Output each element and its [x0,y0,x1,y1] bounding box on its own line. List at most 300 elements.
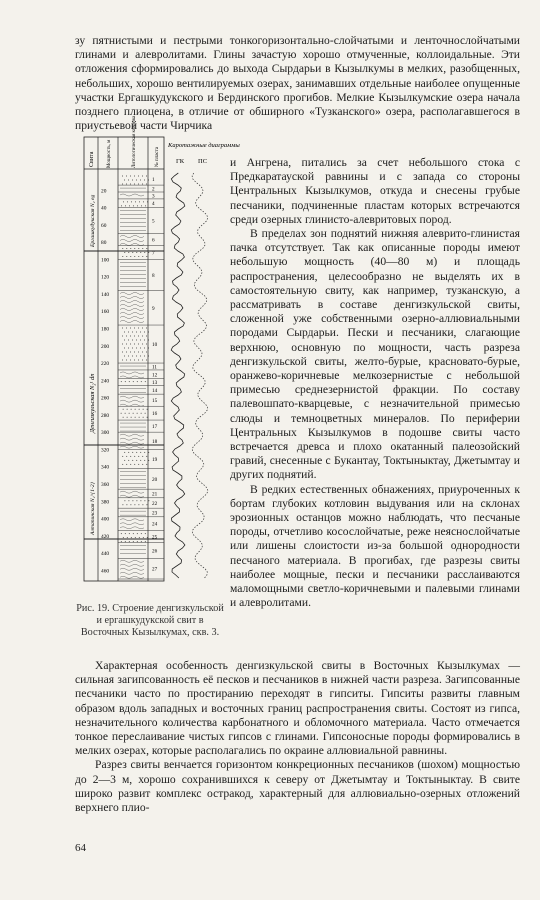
depth-label: 80 [101,240,107,247]
sand-dot [128,348,129,349]
sand-dot [142,176,143,177]
sand-dot [128,340,129,341]
column-header-suite: Свита [89,151,95,167]
silt-wave [120,316,144,318]
sand-dot [147,201,148,202]
sand-dot [140,340,141,341]
sand-dot [135,537,136,538]
sand-dot [138,176,139,177]
layer-number: 10 [152,342,158,349]
curves-header: Каротажные диаграммы [168,142,240,149]
sand-dot [129,205,130,206]
depth-label: 320 [101,447,110,454]
silt-wave [120,519,144,521]
silt-wave [120,239,144,241]
sand-dot [138,504,139,505]
sand-dot [140,452,141,453]
sand-dot [146,504,147,505]
sand-dot [144,332,145,333]
sand-dot [122,504,123,505]
sand-dot [129,413,130,414]
layer-number: 1 [152,177,155,184]
top-text-block [75,34,520,133]
sand-dot [146,344,147,345]
sand-dot [148,340,149,341]
silt-wave [120,292,144,294]
sand-dot [129,533,130,534]
sand-dot [126,504,127,505]
layer-number: 6 [152,237,155,244]
paragraph: и Ангрена, питались за счет небольшого стока с Предкаратауской равнины и с запада со стороны Центральных Кызылкумов, откуда и снесены грубые песчаники, подчиненные пластам которых встречаются среди озерных глинисто-алевритовых пород. [230,156,520,226]
depth-label: 260 [101,395,110,402]
depth-label: 340 [101,464,110,471]
gamma-log-curve [171,173,185,578]
sand-dot [145,541,146,542]
sand-dot [146,256,147,257]
sand-dot [122,248,123,249]
sand-dot [122,352,123,353]
sand-dot [131,201,132,202]
depth-label: 60 [101,222,107,229]
layer-number: 7 [152,250,155,257]
sand-dot [131,417,132,418]
depth-label: 420 [101,533,110,540]
sand-dot [132,452,133,453]
silt-wave [120,372,144,374]
sand-dot [123,409,124,410]
layer-number: 18 [152,438,158,445]
sand-dot [148,252,149,253]
paragraph: Разрез свиты венчается горизонтом конкреционных песчаников (шохом) мощностью до 2—3 м, хорошо сохранившихся к северу от Джетымтау и Токтыныктау. В свите широко развит комплекс остракод, характерный для аллювиально-озерных отложений верхнего плио- [75,758,520,815]
sand-dot [142,464,143,465]
sand-dot [125,541,126,542]
sand-dot [130,336,131,337]
sand-dot [128,500,129,501]
depth-label: 20 [101,188,107,195]
sand-dot [128,180,129,181]
layer-number: 11 [152,364,157,371]
silt-wave [120,396,144,398]
curve-label-gk: ГК [176,158,185,165]
sand-dot [142,360,143,361]
sand-dot [124,460,125,461]
sand-dot [146,328,147,329]
sand-dot [136,452,137,453]
sand-dot [123,201,124,202]
sand-dot [121,541,122,542]
sand-dot [141,205,142,206]
sand-dot [126,360,127,361]
sand-dot [142,456,143,457]
silt-wave [120,491,144,493]
depth-label: 280 [101,412,110,419]
sand-dot [144,180,145,181]
sand-dot [124,340,125,341]
layer-number: 26 [152,548,158,555]
sand-dot [125,413,126,414]
sand-dot [128,460,129,461]
sand-dot [146,248,147,249]
layer-number: 19 [152,456,158,463]
sand-dot [128,452,129,453]
sand-dot [144,452,145,453]
silt-wave [120,560,144,562]
sand-dot [140,348,141,349]
sand-dot [142,352,143,353]
sand-dot [122,336,123,337]
paragraph: В пределах зон поднятий нижняя алеврито-глинистая пачка отсутствует. Так как описанные породы имеют небольшую мощность (40—80 м) и площадь распространения, целесообразно не выделять их в самостоятельную свиту, как например, тузканскую, а рассматривать в составе денгизкульской свиты, сложенной уже собственными озерно-аллювиальными породами Сырдарьи. Пески и песчаники, слагающие верхнюю, основную по мощности, часть разреза денгизкульской свиты, желто-бурые, красновато-бурые, оранжево-коричневые мелкозернистые с небольшой примесью среднезернистой фракции. По составу палевошпато-кварцевые, с незначительной примесью слюды и темноцветных минералов. По периферии Центральных Кызылкумов в подошве свиты часто встречается древса и плохо окатанный палеозойский гравий, снесенные с Букантау, Токтыныктау, Джетымтау и других поднятий. [230,227,520,482]
sand-dot [143,417,144,418]
sand-dot [130,360,131,361]
sand-dot [146,336,147,337]
sand-dot [134,176,135,177]
sand-dot [121,413,122,414]
sand-dot [139,537,140,538]
sand-dot [126,248,127,249]
sand-dot [137,541,138,542]
sand-dot [126,184,127,185]
depth-label: 40 [101,205,107,212]
sand-dot [133,541,134,542]
sand-dot [121,533,122,534]
sand-dot [130,504,131,505]
sand-dot [136,460,137,461]
sand-dot [146,176,147,177]
sand-dot [127,409,128,410]
sand-dot [132,252,133,253]
layer-number: 12 [152,372,158,379]
sand-dot [126,352,127,353]
sand-dot [138,328,139,329]
sand-dot [148,500,149,501]
layer-number: 25 [152,534,158,541]
silt-wave [120,572,144,574]
layer-number: 8 [152,272,155,279]
depth-label: 140 [101,291,110,298]
layer-number: 2 [152,186,155,193]
sand-dot [141,381,142,382]
sand-dot [137,533,138,534]
silt-wave [120,304,144,306]
sand-dot [148,460,149,461]
sand-dot [130,256,131,257]
sand-dot [142,256,143,257]
borehole-figure [82,115,240,603]
sand-dot [126,344,127,345]
sand-dot [148,452,149,453]
sand-dot [141,413,142,414]
sand-dot [146,352,147,353]
sand-dot [128,356,129,357]
layer-number: 13 [152,380,158,387]
sand-dot [126,256,127,257]
sand-dot [122,344,123,345]
layer-number: 16 [152,411,158,418]
column-header-thickness: Мощность, м [107,139,112,168]
sand-dot [132,180,133,181]
borehole-log-diagram [82,115,240,603]
suite-label: Ергашкудукская N₂ eg [90,194,96,247]
sand-dot [128,252,129,253]
sand-dot [130,456,131,457]
silt-wave [120,434,144,436]
column-header-layer: № пласта [155,146,160,167]
sand-dot [142,336,143,337]
sand-dot [146,464,147,465]
sand-dot [121,205,122,206]
sand-dot [146,184,147,185]
sand-dot [145,205,146,206]
sand-dot [132,356,133,357]
sand-dot [122,176,123,177]
layer-number: 24 [152,521,158,528]
sand-dot [143,409,144,410]
silt-wave [120,404,144,406]
sand-dot [134,248,135,249]
depth-label: 440 [101,551,110,558]
sand-dot [130,184,131,185]
sand-dot [144,252,145,253]
sand-dot [140,460,141,461]
depth-label: 400 [101,516,110,523]
sand-dot [138,456,139,457]
sand-dot [144,356,145,357]
sand-dot [124,348,125,349]
sand-dot [132,460,133,461]
silt-wave [120,523,144,525]
sand-dot [132,332,133,333]
layer-number: 9 [152,305,155,312]
sand-dot [124,332,125,333]
sand-dot [126,336,127,337]
sand-dot [138,248,139,249]
sand-dot [140,500,141,501]
sand-dot [144,348,145,349]
sand-dot [136,340,137,341]
sand-dot [122,456,123,457]
sand-dot [125,205,126,206]
sand-dot [126,328,127,329]
sand-dot [133,381,134,382]
bottom-text-block [75,659,520,815]
sand-dot [139,417,140,418]
depth-label: 220 [101,361,110,368]
sand-dot [137,413,138,414]
sand-dot [130,344,131,345]
sand-dot [126,176,127,177]
sand-dot [140,332,141,333]
sand-dot [136,356,137,357]
sand-dot [145,381,146,382]
sand-dot [143,201,144,202]
layer-number: 22 [152,500,158,507]
sand-dot [138,336,139,337]
silt-wave [120,446,144,448]
silt-wave [120,442,144,444]
paragraph: зу пятнистыми и пестрыми тонкогоризонтально-слойчатыми и ленточнослойчатыми глинами и алевролитами. Глины зачастую хорошо отмученные, коллоидальные. Эти отложения сформировались до выхода Сырдарьи в Кызылкумы в мелких, разобщенных, небольших, хорошо вентилируемых озерах, занимавших отдельные наиболее опущенные участки Ергашкудукского и Бердинского прогибов. Мелкие Кызылкумские озера начала позднего плиоцена, в отличие от обширного «Тузканского» озера, располагавшегося в приустьевой части Чирчика [75,34,520,133]
paragraph: Характерная особенность денгизкульской свиты в Восточных Кызылкумах — сильная загипсованность её песков и песчаников в нижней части разреза. Загипсованные песчаники часто по простиранию переходят в гипситы. Гипситы развиты главным образом вдоль западных и восточных границ распространения свиты. Состоят из гипса, незначительного количества карбонатного и обломочного материала. Часто отмечается тонкое переслаивание чистых гипсов с глинами. Гипсоносные породы формировались в мелких озерах, которые располагались по окраине аллювиальной равнины. [75,659,520,758]
sand-dot [124,252,125,253]
sand-dot [143,537,144,538]
sand-dot [138,360,139,361]
sand-dot [134,456,135,457]
sand-dot [123,537,124,538]
figure-caption: Рис. 19. Строение денгизкульской и ергашкудукской свит в Восточных Кызылкумах, скв. 3. [76,603,224,638]
suite-label: Денгизкульская N₂¹ dn [89,373,96,433]
sand-dot [142,504,143,505]
silt-wave [120,243,144,245]
sand-dot [138,464,139,465]
layer-number: 3 [152,193,155,200]
sand-dot [130,176,131,177]
depth-label: 360 [101,481,110,488]
silt-wave [120,438,144,440]
sand-dot [122,464,123,465]
sand-dot [136,252,137,253]
suite-label: Алтапинская N₂^{1-2} [90,482,96,535]
depth-label: 240 [101,378,110,385]
layer-number: 23 [152,510,158,517]
sand-dot [139,409,140,410]
sand-dot [133,205,134,206]
depth-label: 380 [101,499,110,506]
sand-dot [144,340,145,341]
sand-dot [141,541,142,542]
silt-wave [120,320,144,322]
sand-dot [125,533,126,534]
sand-dot [140,180,141,181]
silt-wave [120,568,144,570]
sand-dot [130,464,131,465]
sand-dot [124,356,125,357]
right-column-text [230,156,520,611]
silt-wave [120,376,144,378]
sand-dot [139,201,140,202]
sand-dot [132,500,133,501]
sand-dot [136,180,137,181]
sand-dot [142,184,143,185]
sand-dot [138,184,139,185]
sand-dot [133,533,134,534]
sand-dot [134,352,135,353]
sand-dot [134,344,135,345]
sand-dot [148,348,149,349]
silt-wave [120,495,144,497]
sand-dot [136,348,137,349]
sand-dot [134,184,135,185]
silt-wave [120,312,144,314]
layer-number: 20 [152,476,158,483]
sand-dot [140,252,141,253]
sand-dot [135,409,136,410]
silt-wave [120,564,144,566]
depth-label: 200 [101,343,110,350]
sand-dot [135,201,136,202]
sand-dot [123,417,124,418]
sand-dot [146,360,147,361]
page-number: 64 [75,842,86,854]
silt-wave [120,296,144,298]
sand-dot [138,256,139,257]
silt-wave [120,300,144,302]
sand-dot [133,413,134,414]
sand-dot [126,456,127,457]
sand-dot [147,537,148,538]
sand-dot [138,344,139,345]
sand-dot [130,352,131,353]
sand-dot [134,336,135,337]
paragraph: В редких естественных обнажениях, приуроченных к бортам глубоких котловин выдувания или на склонах эрозионных останцов можно наблюдать, что песчаные породы, отчетливо косослойчатые, реже неяснослойчатые или лишены слоистости из-за большой однородности песчаного материала. В прогибах, где разрезы свиты наиболее мощные, пески и песчаники расслаиваются маломощными светло-коричневыми и палевыми глинами и алевролитами. [230,482,520,610]
depth-label: 120 [101,274,110,281]
layer-number: 21 [152,491,158,498]
sand-dot [142,328,143,329]
silt-wave [120,194,144,196]
sand-dot [132,340,133,341]
sand-dot [122,184,123,185]
sand-dot [147,417,148,418]
layer-number: 4 [152,201,155,208]
sand-dot [131,537,132,538]
sand-dot [122,360,123,361]
silt-wave [120,576,144,578]
sand-dot [146,456,147,457]
depth-label: 300 [101,430,110,437]
sand-dot [142,344,143,345]
silt-wave [120,235,144,237]
sand-dot [134,504,135,505]
sand-dot [145,413,146,414]
layer-number: 15 [152,398,158,405]
sand-dot [136,500,137,501]
sand-dot [138,352,139,353]
silt-wave [120,308,144,310]
sand-dot [134,464,135,465]
layer-number: 27 [152,566,158,573]
sand-dot [147,409,148,410]
depth-label: 160 [101,309,110,316]
sand-dot [125,381,126,382]
sand-dot [124,180,125,181]
sand-dot [134,360,135,361]
sand-dot [122,256,123,257]
sand-dot [141,533,142,534]
layer-number: 17 [152,424,158,431]
sand-dot [126,464,127,465]
sand-dot [148,356,149,357]
silt-wave [120,400,144,402]
sand-dot [132,348,133,349]
sand-dot [145,533,146,534]
sand-dot [136,332,137,333]
depth-label: 180 [101,326,110,333]
layer-number: 5 [152,218,155,225]
sand-dot [135,417,136,418]
curve-label-ps: ПС [198,158,208,165]
sand-dot [129,541,130,542]
sand-dot [142,248,143,249]
sp-log-curve [192,173,208,578]
depth-label: 100 [101,257,110,264]
sand-dot [144,460,145,461]
sand-dot [124,500,125,501]
depth-label: 460 [101,568,110,575]
sand-dot [128,332,129,333]
sand-dot [127,201,128,202]
sand-dot [131,409,132,410]
sand-dot [140,356,141,357]
sand-dot [130,328,131,329]
layer-number: 14 [152,387,158,394]
